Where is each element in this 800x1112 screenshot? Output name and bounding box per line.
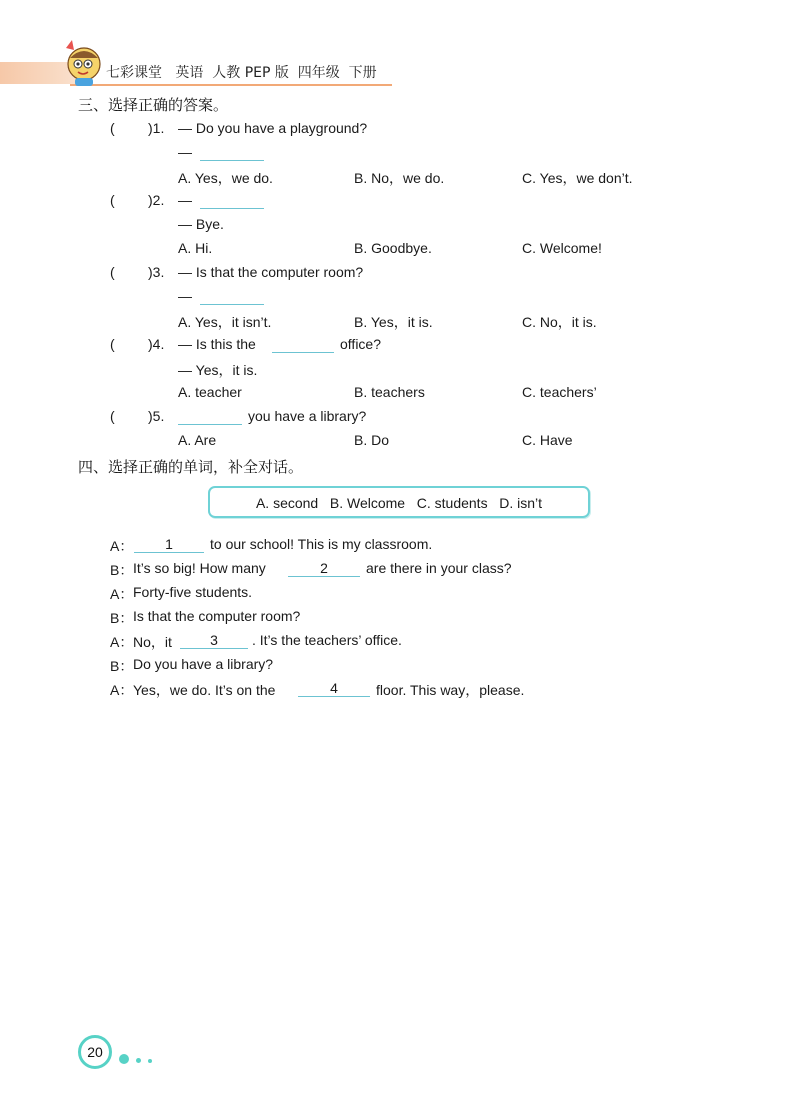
dialogue-text: Yes，we do. It’s on the	[133, 682, 276, 698]
answer-blank	[200, 146, 264, 161]
answer-blank	[200, 290, 264, 305]
dialogue-text: It’s so big! How many	[133, 560, 266, 576]
question-reply: — Bye.	[178, 216, 224, 232]
dash: —	[178, 192, 192, 208]
question-number: )3.	[148, 264, 165, 280]
dialogue-text: No，it	[133, 634, 172, 650]
section-3-title: 三、选择正确的答案。	[78, 96, 229, 114]
option-a: A. Hi.	[178, 240, 213, 256]
speaker-label: B：	[110, 610, 134, 626]
dialogue-text: Forty-five students.	[133, 584, 253, 600]
mascot-icon	[56, 38, 106, 88]
dialogue-text: . It’s the teachers’ office.	[252, 632, 402, 648]
decor-dot	[119, 1054, 129, 1064]
dialogue-text: are there in your class?	[366, 560, 512, 576]
answer-paren: (	[110, 408, 115, 424]
speaker-label: A：	[110, 586, 134, 602]
speaker-label: B：	[110, 658, 134, 674]
speaker-label: B：	[110, 562, 134, 578]
answer-paren: (	[110, 192, 115, 208]
header-title: 七彩课堂 英语 人教 PEP 版 四年级 下册	[106, 65, 377, 81]
dash: —	[178, 144, 192, 160]
option-c: C. No，it is.	[522, 314, 597, 330]
question-prompt: — Do you have a playground?	[178, 120, 368, 136]
speaker-label: A：	[110, 682, 134, 698]
question-prompt: — Is that the computer room?	[178, 264, 364, 280]
option-b: B. Do	[354, 432, 390, 448]
question-reply: — Yes，it is.	[178, 362, 258, 378]
option-a: A. Are	[178, 432, 217, 448]
section-4-title: 四、选择正确的单词，补全对话。	[78, 458, 304, 476]
question-number: )4.	[148, 336, 165, 352]
question-number: )5.	[148, 408, 165, 424]
answer-paren: (	[110, 336, 115, 352]
option-b: B. Yes，it is.	[354, 314, 433, 330]
dialogue-blank: 4	[298, 680, 370, 697]
speaker-label: A：	[110, 634, 134, 650]
dialogue-text: floor. This way，please.	[376, 682, 525, 698]
answer-blank	[200, 194, 264, 209]
page-number: 20	[78, 1035, 112, 1069]
answer-blank	[178, 410, 242, 425]
option-a: A. Yes，it isn’t.	[178, 314, 272, 330]
header-divider	[70, 84, 392, 86]
dash: —	[178, 288, 192, 304]
option-c: C. Have	[522, 432, 573, 448]
word-bank: A. second B. Welcome C. students D. isn’t	[208, 486, 590, 518]
option-a: A. teacher	[178, 384, 242, 400]
option-b: B. Goodbye.	[354, 240, 432, 256]
option-c: C. teachers’	[522, 384, 597, 400]
option-c: C. Welcome!	[522, 240, 602, 256]
decor-dot	[136, 1058, 141, 1063]
option-a: A. Yes，we do.	[178, 170, 273, 186]
answer-paren: (	[110, 120, 115, 136]
option-b: B. teachers	[354, 384, 425, 400]
question-prompt: — Is this the	[178, 336, 256, 352]
dialogue-blank: 2	[288, 560, 360, 577]
question-prompt: you have a library?	[248, 408, 367, 424]
answer-blank	[272, 338, 334, 353]
dialogue-text: Do you have a library?	[133, 656, 274, 672]
dialogue-text: to our school! This is my classroom.	[210, 536, 433, 552]
dialogue-text: Is that the computer room?	[133, 608, 301, 624]
question-number: )2.	[148, 192, 165, 208]
question-prompt-end: office?	[340, 336, 381, 352]
dialogue-blank: 1	[134, 536, 204, 553]
dialogue-blank: 3	[180, 632, 248, 649]
speaker-label: A：	[110, 538, 134, 554]
decor-dot	[148, 1059, 152, 1063]
answer-paren: (	[110, 264, 115, 280]
option-b: B. No，we do.	[354, 170, 445, 186]
question-number: )1.	[148, 120, 165, 136]
option-c: C. Yes，we don’t.	[522, 170, 633, 186]
